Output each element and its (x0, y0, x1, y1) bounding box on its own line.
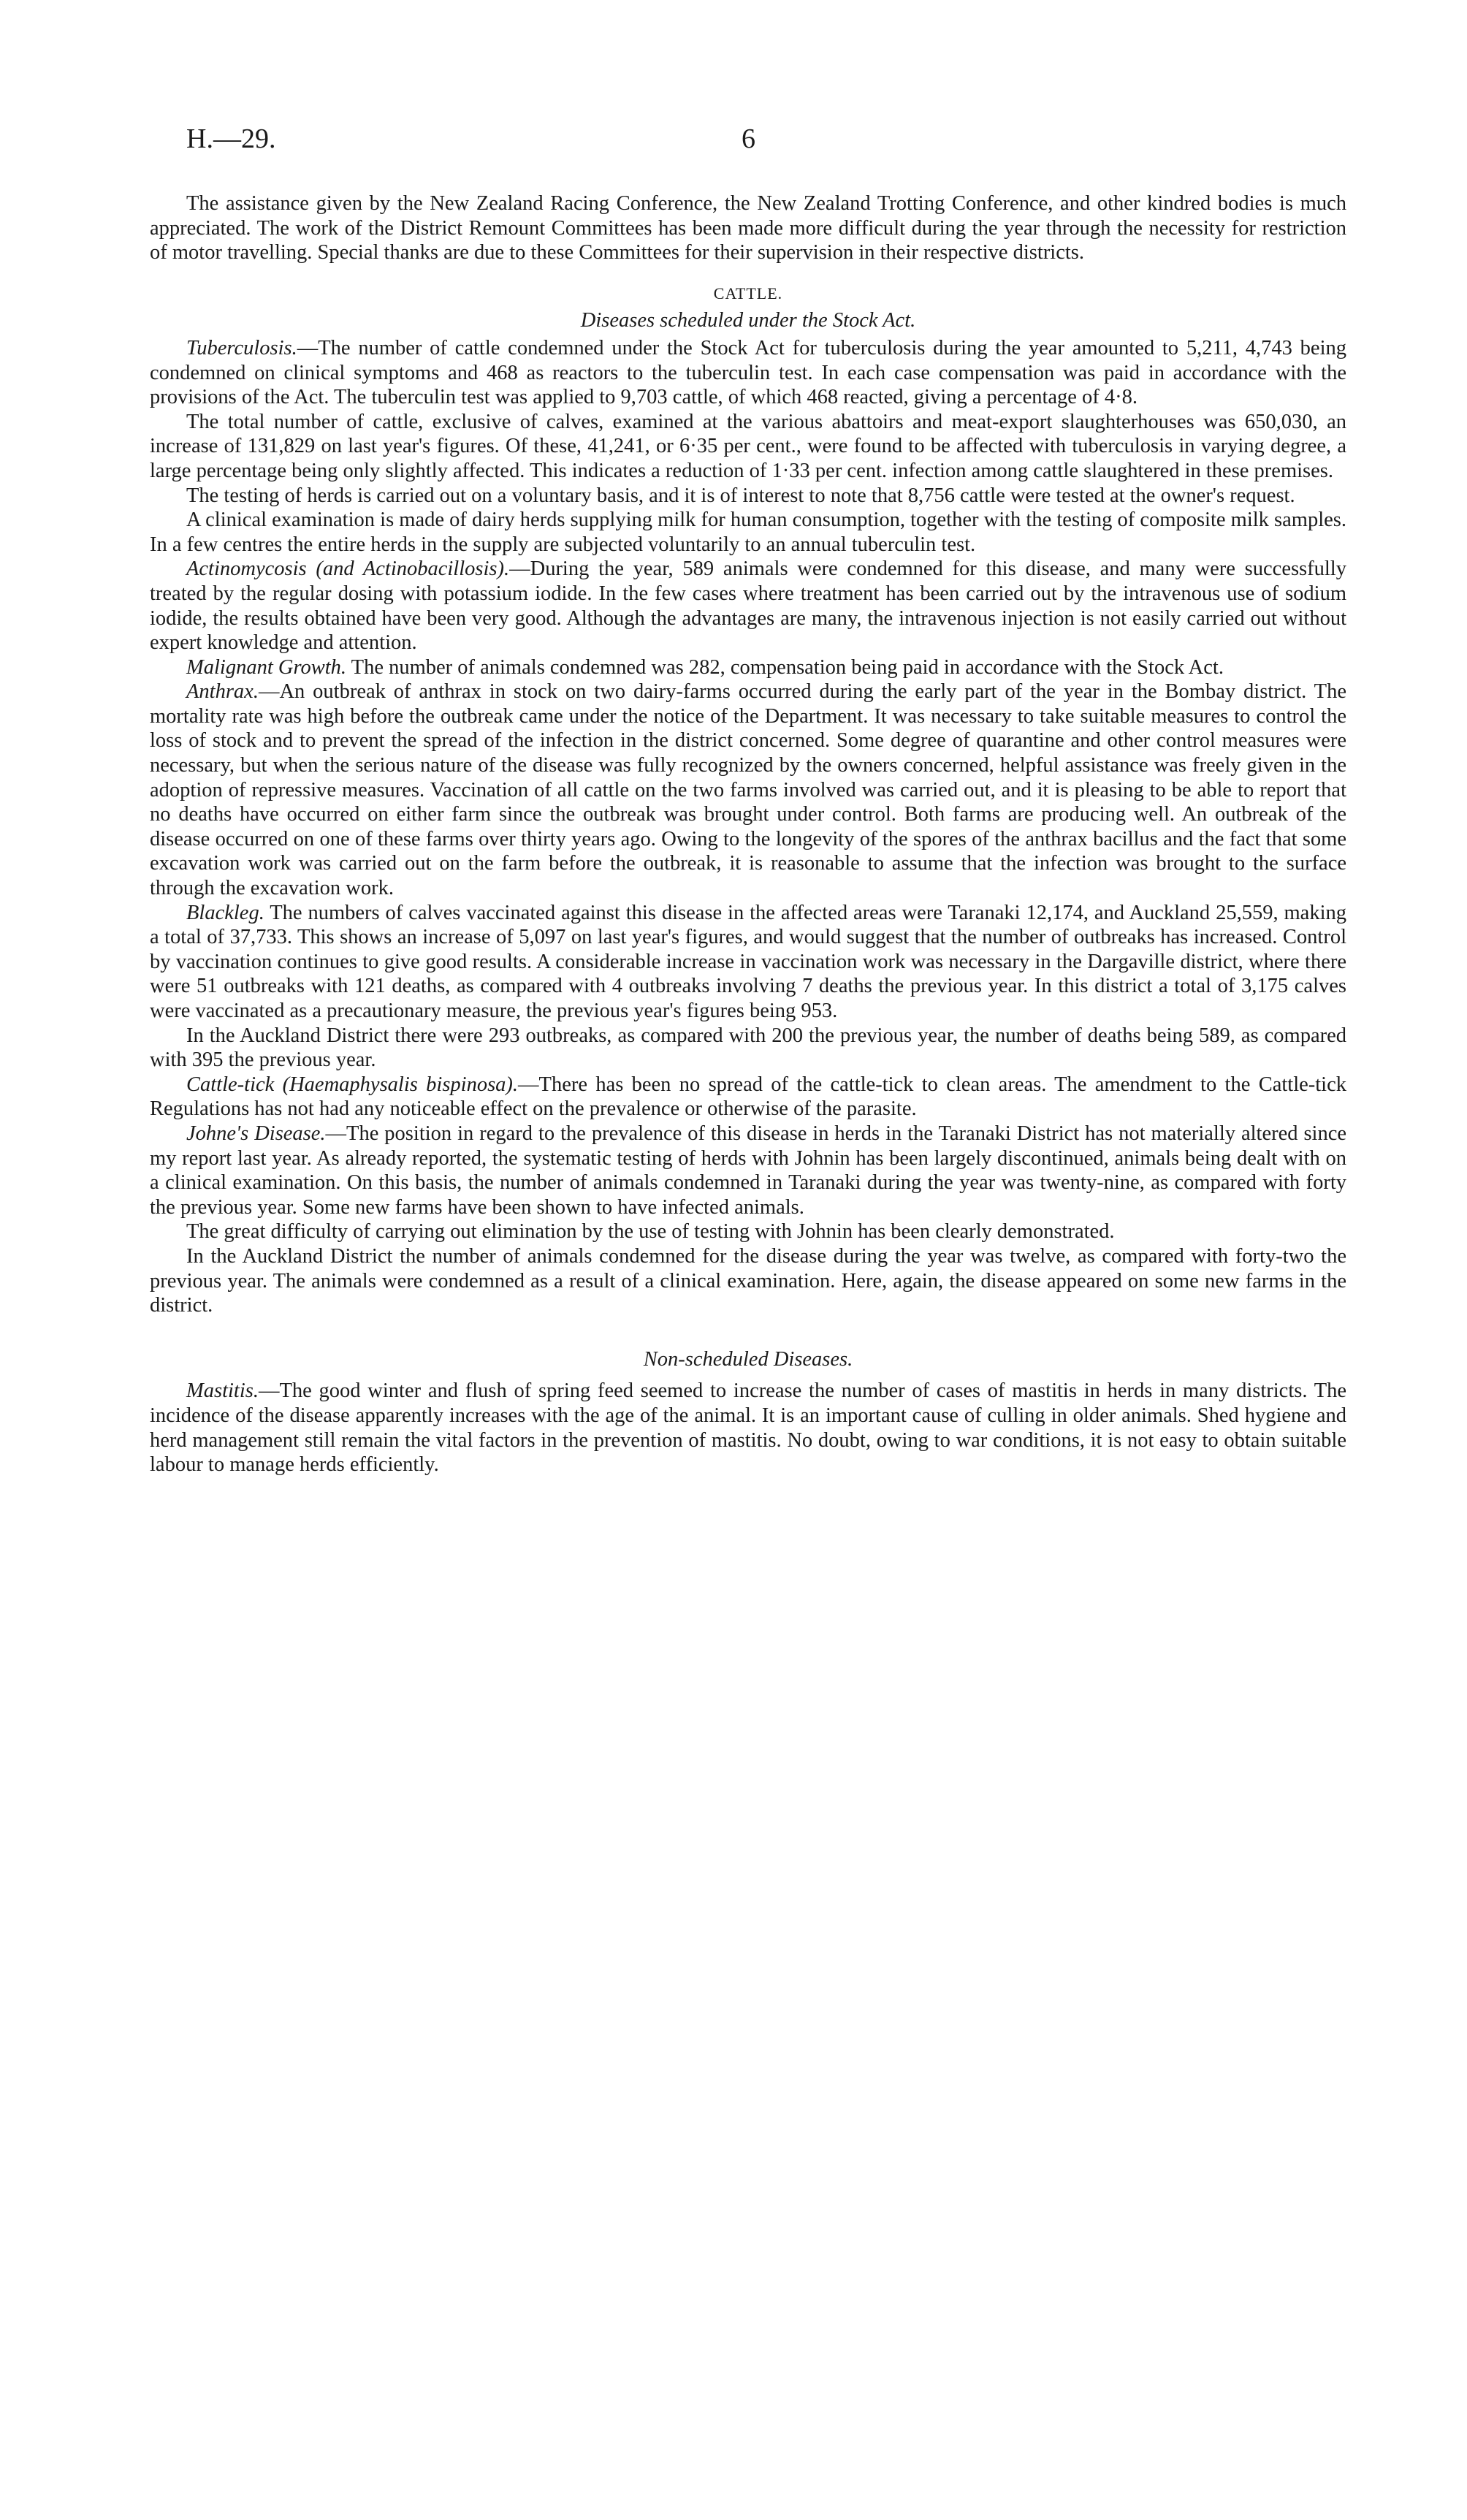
lead-blackleg: Blackleg. (186, 901, 264, 924)
paragraph-johnes-difficulty: The great difficulty of carrying out elimination by the use of testing with Johnin has been clearly demonstrated. (186, 1220, 1115, 1244)
page-number: 6 (742, 123, 755, 154)
lead-tuberculosis: Tuberculosis. (186, 336, 297, 359)
lead-mastitis: Mastitis. (186, 1379, 259, 1403)
text-anthrax: —An outbreak of anthrax in stock on two dairy-farms occurred during the early part of the year in the Bombay district. The mortality rate was high before the outbreak came under the notice of the Department. It was necessary to take suitable measures to control the loss of stock and to prevent the spread of the infection in the district concerned. Some degree of quarantine and other control measures were necessary, but when the serious nature of the disease was fully recognized by the owners concerned, helpful assistance was freely given in the adoption of repressive measures. Vaccination of all cattle on the two farms involved was carried out, and it is pleasing to be able to report that no deaths have occurred on either farm since the outbreak was brought under control. Both farms are producing well. An outbreak of the disease occurred on one of these farms over thirty years ago. Owing to the longevity of the spores of the anthrax bacillus and the fact that some excavation work was carried out on the farm before the outbreak, it is reasonable to assume that the infection was brought to the surface through the excavation work. (150, 680, 1346, 900)
paragraph-tuberculosis-abattoirs: The total number of cattle, exclusive of calves, examined at the various abattoirs and meat-export slaughterhouses was 650,030, an increase of 131,829 on last year's figures. Of these, 41,241, or 6·35 per cent., were found to be affected with tuberculosis in varying degree, a large percentage being only slightly affected. This indicates a reduction of 1·33 per cent. infection among cattle slaughtered in these premises. (150, 410, 1346, 482)
paragraph-johnes-auckland: In the Auckland District the number of animals condemned for the disease during the year was twelve, as compared with forty-two the previous year. The animals were condemned as a result of a clinical examination. Here, again, the disease appeared on some new farms in the district. (150, 1244, 1346, 1317)
lead-actinomycosis: Actinomycosis (and Actinobacillosis). (186, 557, 510, 581)
paragraph-tuberculosis-dairy-herds: A clinical examination is made of dairy herds supplying milk for human consumption, together with the testing of composite milk samples. In a few centres the entire herds in the supply are subjected voluntarily to an annual tuberculin test. (150, 509, 1346, 556)
paragraph-johnes-disease (150, 1122, 1346, 1219)
text-actinomycosis: —During the year, 589 animals were condemned for this disease, and many were successfully treated by the regular dosing with potassium iodide. In the few cases where treatment has been carried out by the intravenous use of sodium iodide, the results obtained have been very good. Although the advantages are many, the intravenous injection is not easily carried out without expert knowledge and attention. (150, 557, 1346, 655)
section-heading-cattle: CATTLE. (713, 283, 783, 302)
lead-johnes-disease: Johne's Disease. (186, 1122, 326, 1145)
paragraph-mastitis (150, 1379, 1346, 1477)
lead-malignant-growth: Malignant Growth. (186, 655, 347, 679)
text-blackleg: The numbers of calves vaccinated against this disease in the affected areas were Taranaki 12,174, and Auckland 25,559, making a total of 37,733. This shows an increase of 5,097 on last year's figures, and would suggest that the number of outbreaks has increased. Control by vaccination continues to give good results. A considerable increase in vaccination work was necessary in the Dargaville district, where there were 51 outbreaks with 121 deaths, as compared with 4 outbreaks involving 7 deaths the previous year. In this district a total of 3,175 calves were vaccinated as a precautionary measure, the previous year's figures being 953. (150, 901, 1346, 1022)
lead-anthrax: Anthrax. (186, 680, 259, 704)
text-mastitis: —The good winter and flush of spring feed seemed to increase the number of cases of mastitis in herds in many districts. The incidence of the disease apparently increases with the age of the animal. It is an important cause of culling in older animals. Shed hygiene and herd management still remain the vital factors in the prevention of mastitis. No doubt, owing to war conditions, it is not easy to obtain suitable labour to manage herds efficiently. (150, 1379, 1346, 1477)
page-header (186, 123, 1282, 159)
paragraph-blackleg-auckland: In the Auckland District there were 293 outbreaks, as compared with 200 the previous year, the number of deaths being 589, as compared with 395 the previous year. (150, 1024, 1346, 1072)
paragraph-blackleg (150, 901, 1346, 1024)
lead-cattle-tick: Cattle-tick (Haemaphysalis bispinosa). (186, 1073, 519, 1096)
intro-paragraph: The assistance given by the New Zealand Racing Conference, the New Zealand Trotting Conference, and other kindred bodies is much appreciated. The work of the District Remount Committees has been made more difficult during the year through the necessity for restriction of motor travelling. Special thanks are due to these Committees for their supervision in their respective districts. (150, 192, 1346, 264)
report-body (150, 191, 1346, 1477)
paragraph-malignant-growth (150, 655, 1346, 680)
paragraph-anthrax (150, 680, 1346, 900)
text-cattle-tick: —There has been no spread of the cattle-tick to clean areas. The amendment to the Cattle-tick Regulations has not had any noticeable effect on the prevalence or otherwise of the parasite. (150, 1073, 1346, 1121)
document-reference: H.—29. (186, 123, 276, 154)
paragraph-actinomycosis (150, 557, 1346, 655)
text-tuberculosis: —The number of cattle condemned under the Stock Act for tuberculosis during the year amounted to 5,211, 4,743 being condemned on clinical symptoms and 468 as reactors to the tuberculin test. In each case compensation was paid in accordance with the provisions of the Act. The tuberculin test was applied to 9,703 cattle, of which 468 reacted, giving a percentage of 4·8. (150, 336, 1346, 409)
paragraph-tuberculosis-herd-testing: The testing of herds is carried out on a voluntary basis, and it is of interest to note that 8,756 cattle were tested at the owner's request. (186, 484, 1295, 507)
text-malignant-growth: The number of animals condemned was 282, compensation being paid in accordance with the Stock Act. (346, 655, 1224, 679)
paragraph-cattle-tick (150, 1073, 1346, 1122)
paragraph-tuberculosis (150, 336, 1346, 410)
subheading-scheduled-diseases: Diseases scheduled under the Stock Act. (580, 309, 916, 332)
text-johnes-disease: —The position in regard to the prevalence of this disease in herds in the Taranaki District has not materially altered since my report last year. As already reported, the systematic testing of herds with Johnin has been largely discontinued, animals being dealt with on a clinical examination. On this basis, the number of animals condemned in Taranaki during the year was twenty-nine, as compared with forty the previous year. Some new farms have been shown to have infected animals. (150, 1122, 1346, 1219)
subheading-non-scheduled-diseases: Non-scheduled Diseases. (643, 1347, 853, 1371)
